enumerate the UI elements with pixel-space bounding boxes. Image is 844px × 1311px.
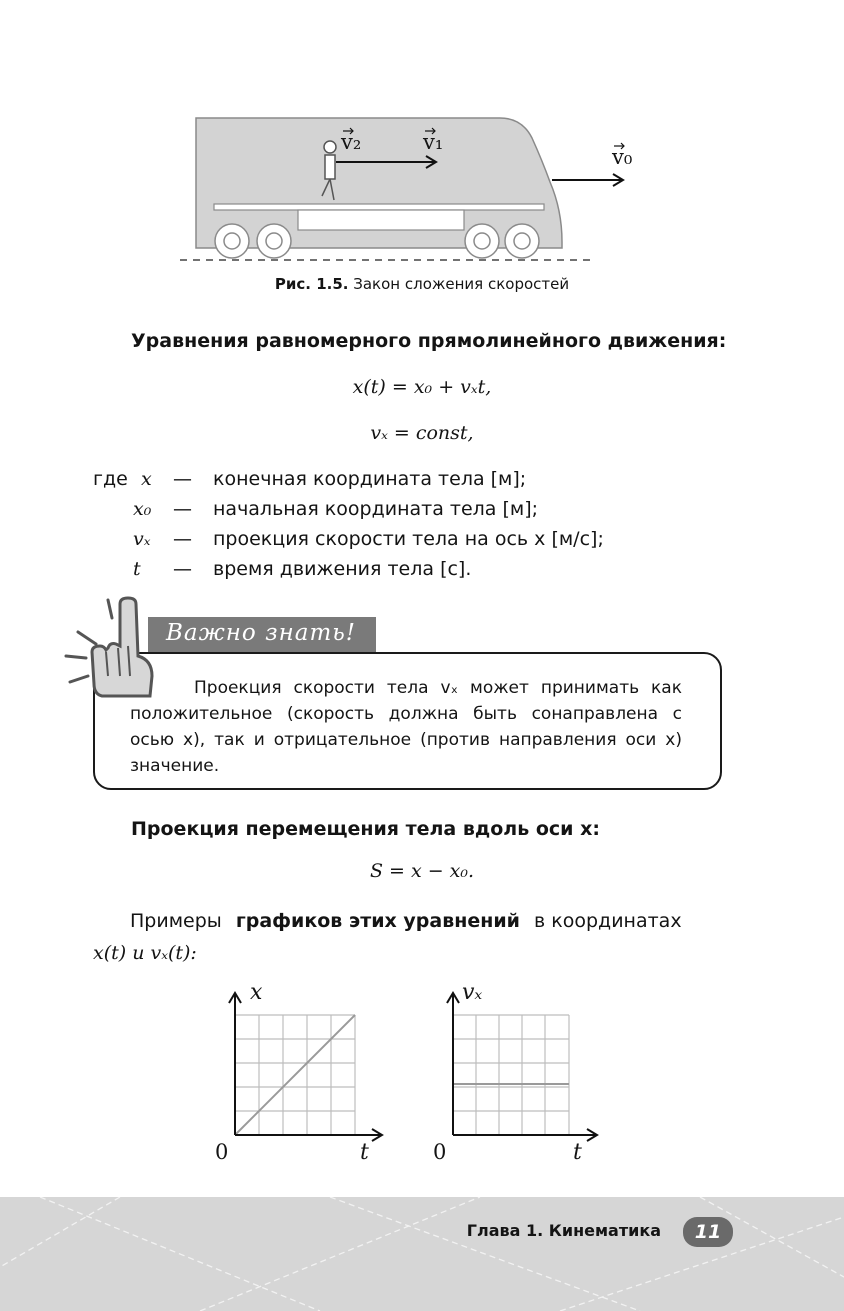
- graph-right-ylabel: vₓ: [462, 980, 483, 1005]
- definition-prefix: где: [93, 468, 128, 490]
- definition-dash: —: [173, 558, 192, 580]
- formula-const: vₓ = const,: [370, 422, 474, 444]
- graphs-intro-line2: x(t) и vₓ(t):: [93, 942, 197, 964]
- definition-text: начальная координата тела [м];: [213, 498, 539, 520]
- figure-caption: [0, 275, 844, 293]
- graphs-intro-tail: в координатах: [534, 910, 682, 932]
- caption-text: Закон сложения скоростей: [353, 275, 570, 293]
- definition-symbol: vₓ: [133, 528, 151, 550]
- formula-coordinate: x(t) = x₀ + vₓt,: [352, 376, 492, 398]
- section2-heading: Проекция перемещения тела вдоль оси x:: [131, 818, 600, 840]
- v2-label: v₂: [341, 130, 362, 154]
- footer-band: [0, 1197, 844, 1311]
- important-title: Важно знать!: [166, 620, 357, 646]
- definition-symbol: x: [141, 468, 152, 490]
- definition-text: конечная координата тела [м];: [213, 468, 527, 490]
- v0-label: v₀: [612, 145, 633, 169]
- definition-symbol: t: [133, 558, 141, 580]
- important-body: Проекция скорости тела vₓ может принимать как положительное (скорость должна быть сонаправлена с осью x), так и отрицательное (против направления оси x) значение.: [130, 678, 682, 776]
- section1-heading: Уравнения равномерного прямолинейного движения:: [131, 330, 727, 352]
- graphs-intro-lead: Примеры: [130, 910, 222, 932]
- graph-left-origin: 0: [215, 1140, 229, 1164]
- definition-symbol: x₀: [133, 498, 152, 520]
- page-number-badge: 11: [683, 1217, 733, 1247]
- v1-label: v₁: [423, 130, 444, 154]
- x-t-line: [235, 1015, 355, 1135]
- important-text: [130, 675, 682, 779]
- graphs-intro-bold: графиков этих уравнений: [235, 910, 520, 932]
- graphs-intro: [130, 910, 720, 932]
- formula-displacement: S = x − x₀.: [369, 860, 475, 882]
- graph-right-xlabel: t: [573, 1140, 582, 1165]
- definition-text: проекция скорости тела на ось x [м/с];: [213, 528, 604, 550]
- graph-left-xlabel: t: [360, 1140, 369, 1165]
- vector-marks: [340, 125, 640, 155]
- caption-label: Рис. 1.5.: [274, 275, 349, 293]
- graph-right-origin: 0: [433, 1140, 447, 1164]
- definition-text: время движения тела [с].: [213, 558, 472, 580]
- definition-dash: —: [173, 468, 192, 490]
- definition-dash: —: [173, 528, 192, 550]
- graph-left-ylabel: x: [250, 980, 263, 1005]
- definition-dash: —: [173, 498, 192, 520]
- important-banner: [148, 617, 376, 652]
- graph-vx-of-t: [425, 985, 615, 1170]
- chapter-title: Глава 1. Кинематика: [466, 1221, 661, 1240]
